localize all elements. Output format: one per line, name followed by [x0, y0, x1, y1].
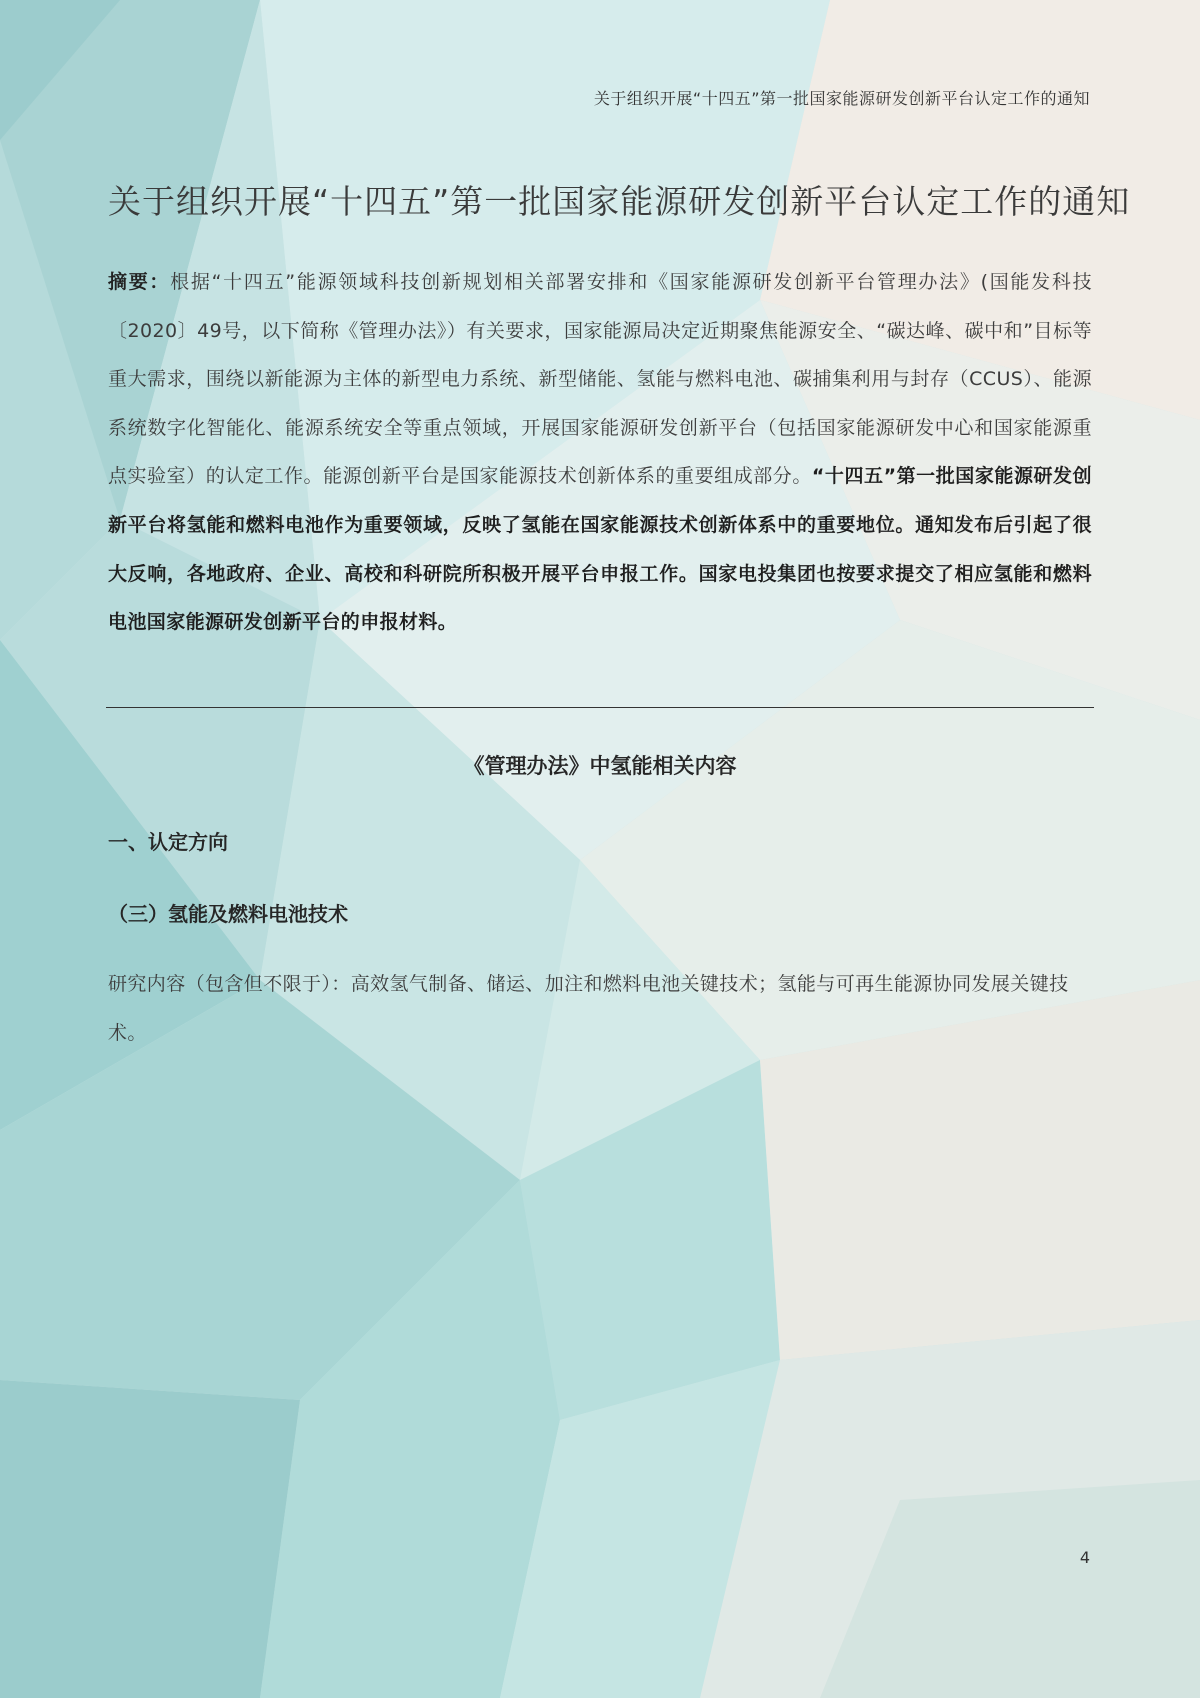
- section-title: 《管理办法》中氢能相关内容: [463, 754, 737, 778]
- heading-level-1: 一、认定方向: [108, 830, 228, 854]
- abstract-bold-text: “十四五”第一批国家能源研发创新平台将氢能和燃料电池作为重要领域，反映了氢能在国家能源技术创新体系中的重要地位。通知发布后引起了很大反响，各地政府、企业、高校和科研院所积极开展平台申报工作。国家电投集团也按要求提交了相应氢能和燃料电池国家能源研发创新平台的申报材料。: [108, 465, 1092, 634]
- document-title: 关于组织开展“十四五”第一批国家能源研发创新平台认定工作的通知: [108, 182, 1131, 221]
- running-header: 关于组织开展“十四五”第一批国家能源研发创新平台认定工作的通知: [593, 89, 1090, 108]
- abstract-label: 摘要：: [108, 271, 171, 293]
- section-divider: [106, 707, 1094, 708]
- abstract-text: 根据“十四五”能源领域科技创新规划相关部署安排和《国家能源研发创新平台管理办法》(国能发科技〔2020〕49号，以下简称《管理办法》）有关要求，国家能源局决定近期聚焦能源安全、“碳达峰、碳中和”目标等重大需求，围绕以新能源为主体的新型电力系统、新型储能、氢能与燃料电池、碳捕集利用与封存（CCUS）、能源系统数字化智能化、能源系统安全等重点领域，开展国家能源研发创新平台（包括国家能源研发中心和国家能源重点实验室）的认定工作。能源创新平台是国家能源技术创新体系的重要组成部分。: [108, 271, 1092, 488]
- body-paragraph: 研究内容（包含但不限于）：高效氢气制备、储运、加注和燃料电池关键技术；氢能与可再生能源协同发展关键技术。: [108, 973, 1069, 1044]
- page-number: 4: [1079, 1548, 1090, 1567]
- heading-level-2: （三）氢能及燃料电池技术: [108, 902, 348, 926]
- abstract-paragraph: [108, 258, 1092, 647]
